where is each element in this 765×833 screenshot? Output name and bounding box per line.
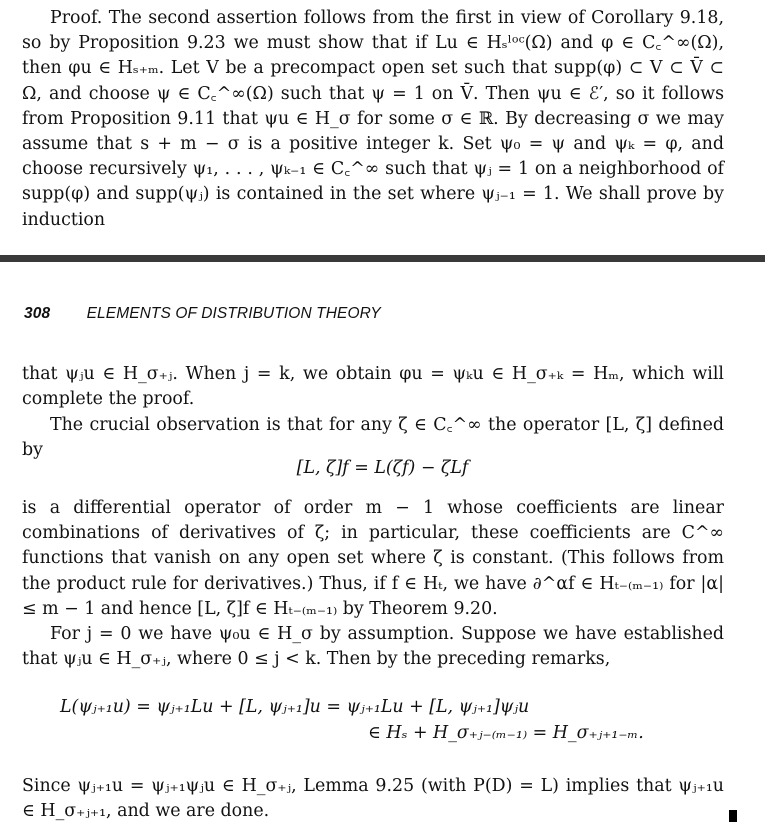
previous-page-paragraph: Proof. The second assertion follows from the first in view of Corollary 9.18, so by Proposition 9.23 we must show that if Lu ∈ Hₛˡᵒᶜ(Ω) and φ ∈ C꜀^∞(Ω), then φu ∈ Hₛ₊ₘ. Let V be a precompact open set such that supp(φ) ⊂ V ⊂ V̄ ⊂ Ω, and choose ψ ∈ C꜀^∞(Ω) such that ψ = 1 on V̄. Then ψu ∈ ℰ′, so it follows from Proposition 9.11 that ψu ∈ H_σ for some σ ∈ ℝ. By decreasing σ we may assume that s + m − σ is a positive integer k. Set ψ₀ = ψ and ψₖ = φ, and choose recursively ψ₁, . . . , ψₖ₋₁ ∈ C꜀^∞ such that ψⱼ = 1 on a neighborhood of supp(φ) and supp(ψⱼ) is contained in the set where ψⱼ₋₁ = 1. We shall prove by induction — [22, 8, 724, 230]
running-head — [24, 305, 381, 323]
display-equation-commutator: [L, ζ]f = L(ζf) − ζLf — [296, 458, 469, 478]
paragraph-5: Since ψⱼ₊₁u = ψⱼ₊₁ψⱼu ∈ H_σ₊ⱼ, Lemma 9.25 (with P(D) = L) implies that ψⱼ₊₁u ∈ H_σ₊ⱼ₊₁, and we are done. — [22, 776, 724, 822]
display-equation-line-1: L(ψⱼ₊₁u) = ψⱼ₊₁Lu + [L, ψⱼ₊₁]u = ψⱼ₊₁Lu + [L, ψⱼ₊₁]ψⱼu — [60, 697, 530, 717]
chapter-title: ELEMENTS OF DISTRIBUTION THEORY — [86, 305, 381, 322]
display-equation-induction — [60, 694, 740, 746]
paragraph-3: is a differential operator of order m − 1 whose coefficients are linear combinations of derivatives of ζ; in particular, these coefficients are C^∞ functions that vanish on any open set where ζ is constant. (This follows from the product rule for derivatives.) Thus, if f ∈ Hₜ, we have ∂^αf ∈ Hₜ₋₍ₘ₋₁₎ for |α| ≤ m − 1 and hence [L, ζ]f ∈ Hₜ₋₍ₘ₋₁₎ by Theorem 9.20. — [22, 498, 724, 619]
paragraph-4: For j = 0 we have ψ₀u ∈ H_σ by assumption. Suppose we have established that ψⱼu ∈ H_σ₊ⱼ, where 0 ≤ j < k. Then by the preceding remarks, — [22, 624, 724, 670]
page-divider — [0, 255, 765, 262]
paragraph-2: The crucial observation is that for any ζ ∈ C꜀^∞ the operator [L, ζ] defined by — [22, 415, 724, 461]
page-number: 308 — [24, 305, 51, 322]
paragraph-1: that ψⱼu ∈ H_σ₊ⱼ. When j = k, we obtain φu = ψₖu ∈ H_σ₊ₖ = Hₘ, which will complete the proof. — [22, 364, 724, 410]
qed-symbol — [729, 810, 737, 822]
display-equation-line-2: ∈ Hₛ + H_σ₊ⱼ₋₍ₘ₋₁₎ = H_σ₊ⱼ₊₁₋ₘ. — [368, 723, 644, 743]
